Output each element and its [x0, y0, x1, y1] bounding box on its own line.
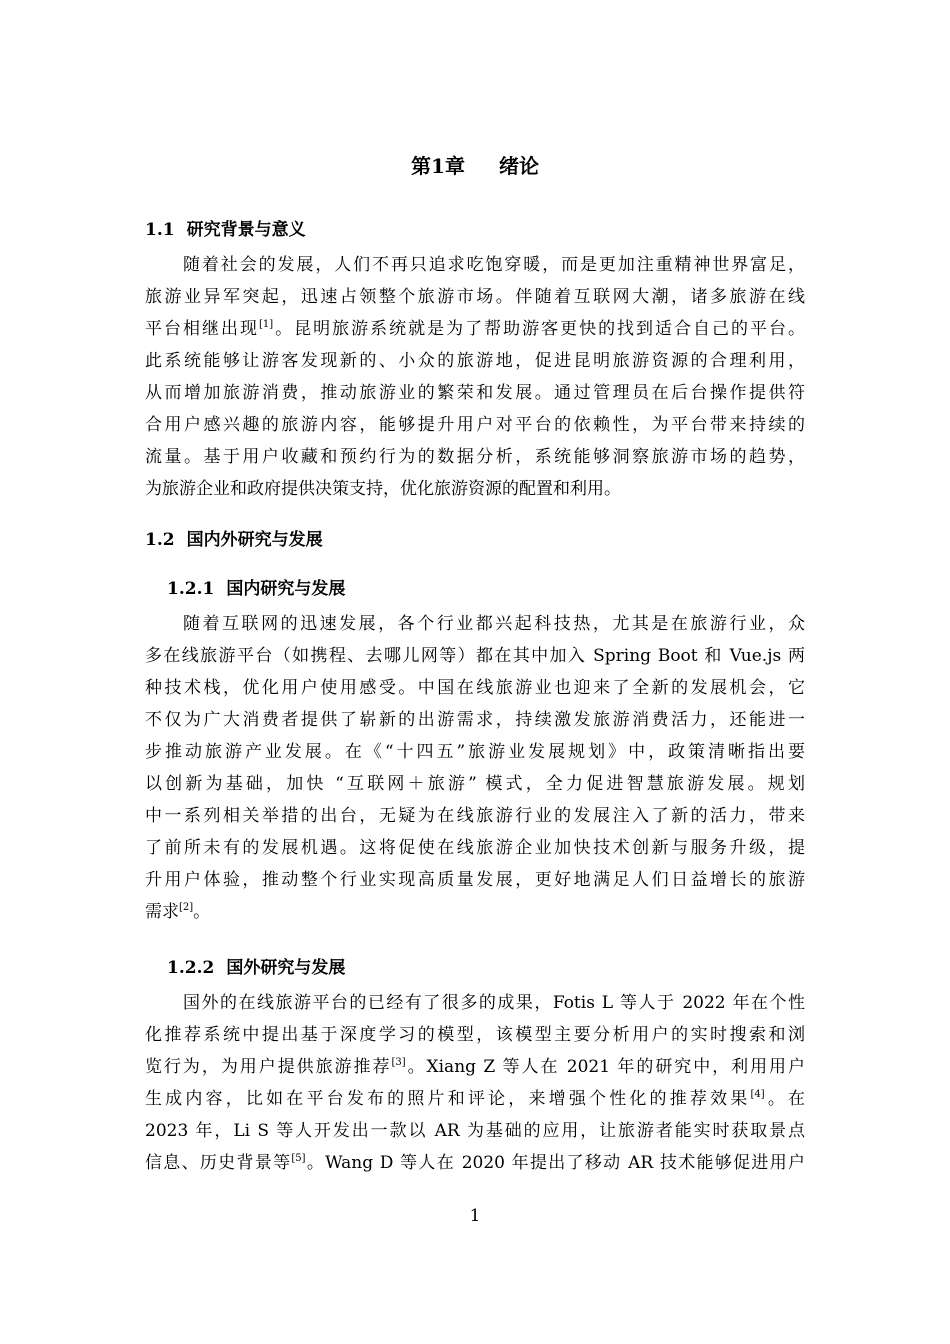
text-line — [145, 313, 805, 345]
text-line: 以创新为基础，加快 “互联网＋旅游” 模式，全力促进智慧旅游发展。规划 — [145, 774, 805, 794]
citation-marker: [2] — [179, 902, 194, 913]
text-line: 国外的在线旅游平台的已经有了很多的成果，Fotis L 等人于 2022 年在个性 — [183, 993, 805, 1013]
text-line: 流量。基于用户收藏和预约行为的数据分析，系统能够洞察旅游市场的趋势， — [145, 447, 805, 467]
text-segment: 览行为，为用户提供旅游推荐 — [145, 1057, 392, 1077]
paragraph-foreign — [145, 987, 805, 1179]
text-line: 从而增加旅游消费，推动旅游业的繁荣和发展。通过管理员在后台操作提供符 — [145, 383, 805, 403]
text-line: 种技术栈，优化用户使用感受。中国在线旅游业也迎来了全新的发展机会，它 — [145, 678, 805, 698]
text-line: 多在线旅游平台（如携程、去哪儿网等）都在其中加入 Spring Boot 和 Vue.js 两 — [145, 646, 805, 666]
chapter-name: 绪论 — [498, 154, 539, 178]
text-segment: 。在 — [764, 1089, 806, 1109]
chapter-title — [0, 150, 950, 179]
text-line — [145, 1083, 805, 1115]
text-segment: 。Wang D 等人在 2020 年提出了移动 AR 技术能够促进用户 — [305, 1153, 806, 1173]
text-segment: 。 — [193, 902, 211, 922]
text-line: 不仅为广大消费者提供了崭新的出游需求，持续激发旅游消费活力，还能进一 — [145, 710, 805, 730]
text-segment: 信息、历史背景等 — [145, 1153, 292, 1173]
text-segment: 需求 — [145, 902, 179, 922]
subsection-title: 国外研究与发展 — [226, 958, 346, 978]
subsection-number: 1.2.1 — [167, 579, 215, 599]
text-segment: 平台相继出现 — [145, 319, 259, 339]
text-line — [145, 896, 805, 928]
subsection-number: 1.2.2 — [167, 958, 215, 978]
text-line: 合用户感兴趣的旅游内容，能够提升用户对平台的依赖性，为平台带来持续的 — [145, 415, 805, 435]
text-line: 随着互联网的迅速发展，各个行业都兴起科技热，尤其是在旅游行业，众 — [183, 614, 805, 634]
section-number: 1.2 — [145, 530, 175, 550]
text-line — [145, 1147, 805, 1179]
text-line — [145, 1051, 805, 1083]
text-line: 旅游业异军突起，迅速占领整个旅游市场。伴随着互联网大潮，诸多旅游在线 — [145, 287, 805, 307]
subsection-title: 国内研究与发展 — [226, 579, 346, 599]
citation-marker: [1] — [258, 319, 274, 330]
section-title: 国内外研究与发展 — [186, 530, 323, 550]
paragraph-background — [145, 249, 805, 505]
text-segment: 。昆明旅游系统就是为了帮助游客更快的找到适合自己的平台。 — [273, 319, 806, 339]
citation-marker: [4] — [750, 1089, 765, 1100]
text-line: 此系统能够让游客发现新的、小众的旅游地，促进昆明旅游资源的合理利用， — [145, 351, 805, 371]
citation-marker: [5] — [291, 1153, 306, 1164]
section-number: 1.1 — [145, 220, 175, 240]
text-line: 了前所未有的发展机遇。这将促使在线旅游企业加快技术创新与服务升级，提 — [145, 838, 805, 858]
text-line: 化推荐系统中提出基于深度学习的模型，该模型主要分析用户的实时搜索和浏 — [145, 1025, 805, 1045]
section-title: 研究背景与意义 — [186, 220, 306, 240]
text-line: 升用户体验，推动整个行业实现高质量发展，更好地满足人们日益增长的旅游 — [145, 870, 805, 890]
text-line: 随着社会的发展，人们不再只追求吃饱穿暖，而是更加注重精神世界富足， — [183, 255, 805, 275]
section-heading-1-2 — [145, 528, 805, 552]
text-line: 为旅游企业和政府提供决策支持，优化旅游资源的配置和利用。 — [145, 479, 621, 499]
text-segment: 生成内容，比如在平台发布的照片和评论，来增强个性化的推荐效果 — [145, 1089, 751, 1109]
text-line: 中一系列相关举措的出台，无疑为在线旅游行业的发展注入了新的活力，带来 — [145, 806, 805, 826]
text-line: 2023 年，Li S 等人开发出一款以 AR 为基础的应用，让旅游者能实时获取景点 — [145, 1121, 805, 1141]
chapter-number: 第1章 — [411, 154, 465, 178]
text-line: 步推动旅游产业发展。在《“十四五”旅游业发展规划》中，政策清晰指出要 — [145, 742, 805, 762]
citation-marker: [3] — [391, 1057, 406, 1068]
page-number: 1 — [469, 1206, 481, 1226]
subsection-heading-1-2-1 — [145, 577, 827, 601]
text-segment: 。Xiang Z 等人在 2021 年的研究中，利用用户 — [405, 1057, 806, 1077]
paragraph-domestic — [145, 608, 805, 928]
subsection-heading-1-2-2 — [145, 956, 827, 980]
section-heading-1-1 — [145, 218, 805, 242]
